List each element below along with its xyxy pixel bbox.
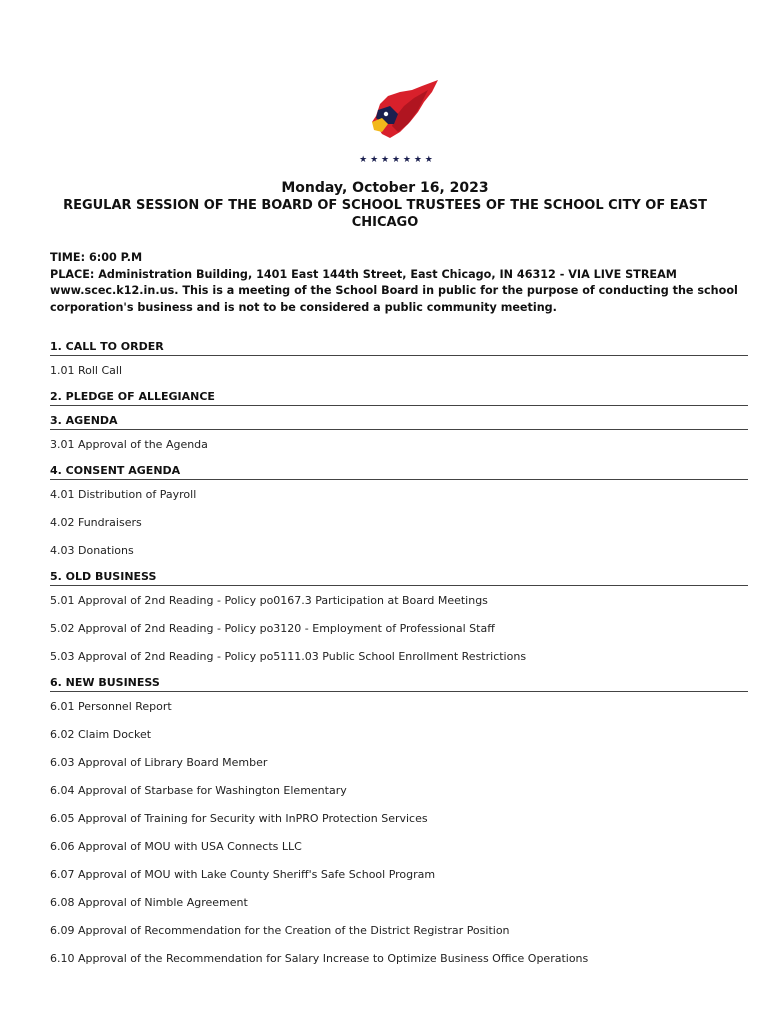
agenda-item: 3.01 Approval of the Agenda [50,438,208,451]
agenda-item: 6.01 Personnel Report [50,700,172,713]
agenda-item: 1.01 Roll Call [50,364,123,377]
section-heading: 4. CONSENT AGENDA [50,464,748,480]
agenda-item: 4.01 Distribution of Payroll [50,488,197,501]
agenda-item: 6.06 Approval of MOU with USA Connects LLC [50,840,302,853]
meeting-info [50,250,740,316]
agenda-item: 6.09 Approval of Recommendation for the Creation of the District Registrar Position [50,924,510,937]
agenda-item: 5.01 Approval of 2nd Reading - Policy po0167.3 Participation at Board Meetings [50,594,488,607]
agenda-item: 6.02 Claim Docket [50,728,152,741]
section-heading: 2. PLEDGE OF ALLEGIANCE [50,390,748,406]
agenda-item: 6.03 Approval of Library Board Member [50,756,268,769]
agenda-item: 6.05 Approval of Training for Security with InPRO Protection Services [50,812,428,825]
agenda-item: 6.08 Approval of Nimble Agreement [50,896,248,909]
meeting-time: TIME: 6:00 P.M [50,251,143,264]
agenda-item: 6.07 Approval of MOU with Lake County Sheriff's Safe School Program [50,868,436,881]
agenda-item: 6.04 Approval of Starbase for Washington Elementary [50,784,347,797]
cardinal-logo [352,76,442,168]
section-heading: 5. OLD BUSINESS [50,570,748,586]
meeting-place: PLACE: Administration Building, 1401 East 144th Street, East Chicago, IN 46312 - VIA LIVE STREAM www.scec.k12.in.us. This is a meeting of the School Board in public for the purpose of conducting the school corporation's business and is not to be considered a public community meeting. [50,267,738,314]
agenda-item: 5.02 Approval of 2nd Reading - Policy po3120 - Employment of Professional Staff [50,622,495,635]
agenda-item: 5.03 Approval of 2nd Reading - Policy po5111.03 Public School Enrollment Restrictions [50,650,527,663]
section-heading: 6. NEW BUSINESS [50,676,748,692]
meeting-date: Monday, October 16, 2023 [281,180,489,196]
agenda-item: 4.02 Fundraisers [50,516,142,529]
agenda-item: 4.03 Donations [50,544,134,557]
svg-text:★ ★ ★ ★ ★ ★ ★: ★ ★ ★ ★ ★ ★ ★ [359,155,433,165]
agenda-item: 6.10 Approval of the Recommendation for Salary Increase to Optimize Business Office Operations [50,952,589,965]
meeting-title-block [40,180,730,231]
section-heading: 1. CALL TO ORDER [50,340,748,356]
meeting-title: REGULAR SESSION OF THE BOARD OF SCHOOL TRUSTEES OF THE SCHOOL CITY OF EAST CHICAGO [63,198,707,230]
section-heading: 3. AGENDA [50,414,748,430]
